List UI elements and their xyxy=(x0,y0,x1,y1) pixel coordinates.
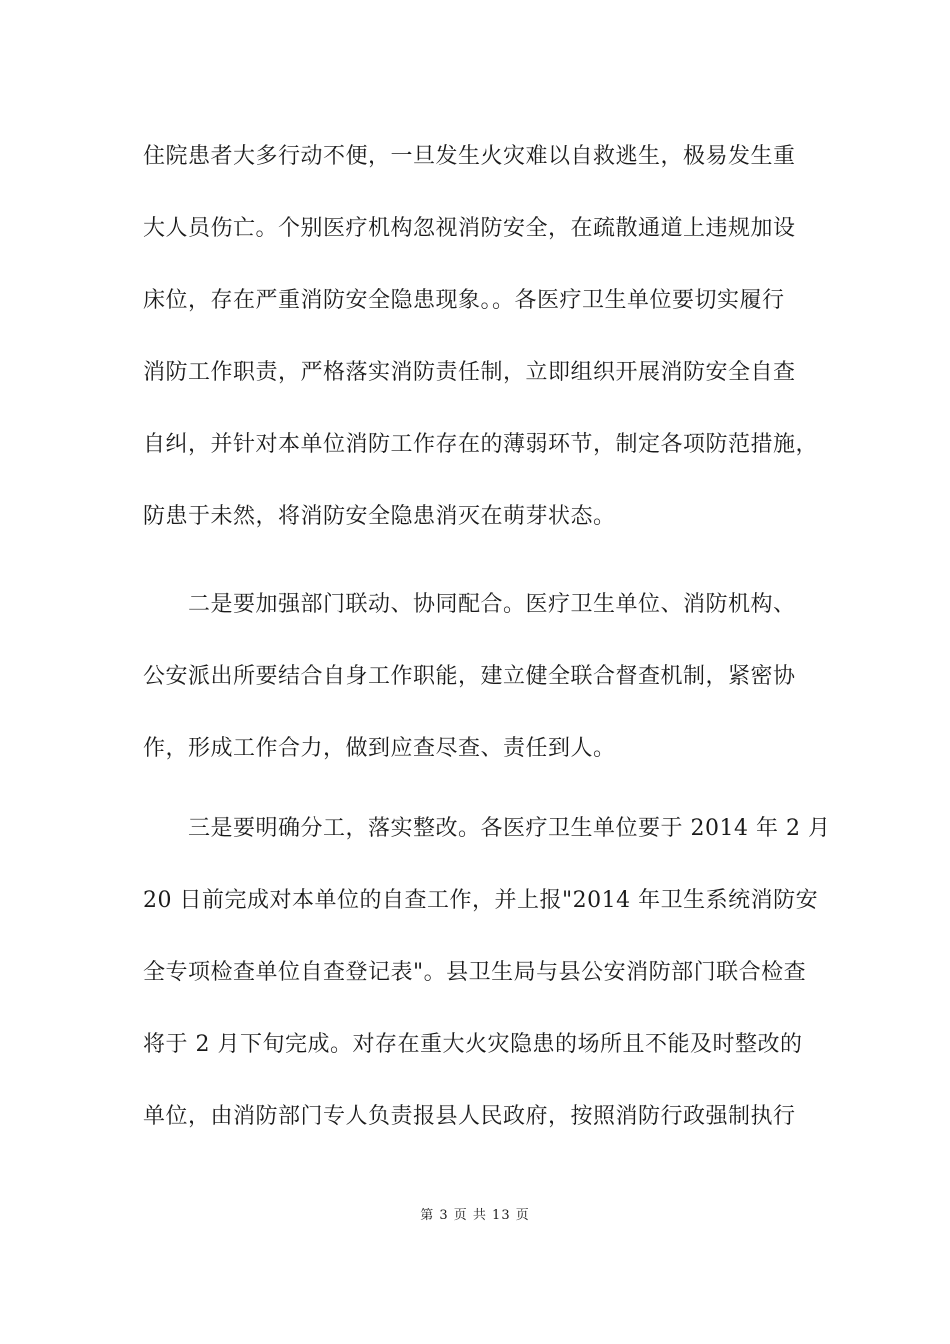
text-line: 全专项检查单位自查登记表"。县卫生局与县公安消防部门联合检查 xyxy=(143,960,807,985)
text-line: 大人员伤亡。个别医疗机构忽视消防安全，在疏散通道上违规加设 xyxy=(143,216,796,241)
text-line: 单位，由消防部门专人负责报县人民政府，按照消防行政强制执行 xyxy=(143,1104,796,1129)
text-line: 自纠，并针对本单位消防工作存在的薄弱环节，制定各项防范措施， xyxy=(143,432,819,457)
text-line: 公安派出所要结合自身工作职能，建立健全联合督查机制，紧密协 xyxy=(143,664,796,689)
paragraph-3-first-line: 三是要明确分工，落实整改。各医疗卫生单位要于 2014 年 2 月 xyxy=(188,816,831,841)
paragraph-2-first-line: 二是要加强部门联动、协同配合。医疗卫生单位、消防机构、 xyxy=(188,592,796,617)
page-number-footer: 第 3 页 共 13 页 xyxy=(420,1208,530,1223)
text-line: 住院患者大多行动不便，一旦发生火灾难以自救逃生，极易发生重 xyxy=(143,144,796,169)
text-line: 将于 2 月下旬完成。对存在重大火灾隐患的场所且不能及时整改的 xyxy=(143,1032,803,1057)
text-line: 20 日前完成对本单位的自查工作，并上报"2014 年卫生系统消防安 xyxy=(143,888,819,913)
text-line: 作，形成工作合力，做到应查尽查、责任到人。 xyxy=(143,736,616,761)
text-line: 防患于未然，将消防安全隐患消灭在萌芽状态。 xyxy=(143,504,616,529)
text-line: 床位，存在严重消防安全隐患现象。。各医疗卫生单位要切实履行 xyxy=(143,288,785,313)
text-line: 消防工作职责，严格落实消防责任制，立即组织开展消防安全自查 xyxy=(143,360,796,385)
